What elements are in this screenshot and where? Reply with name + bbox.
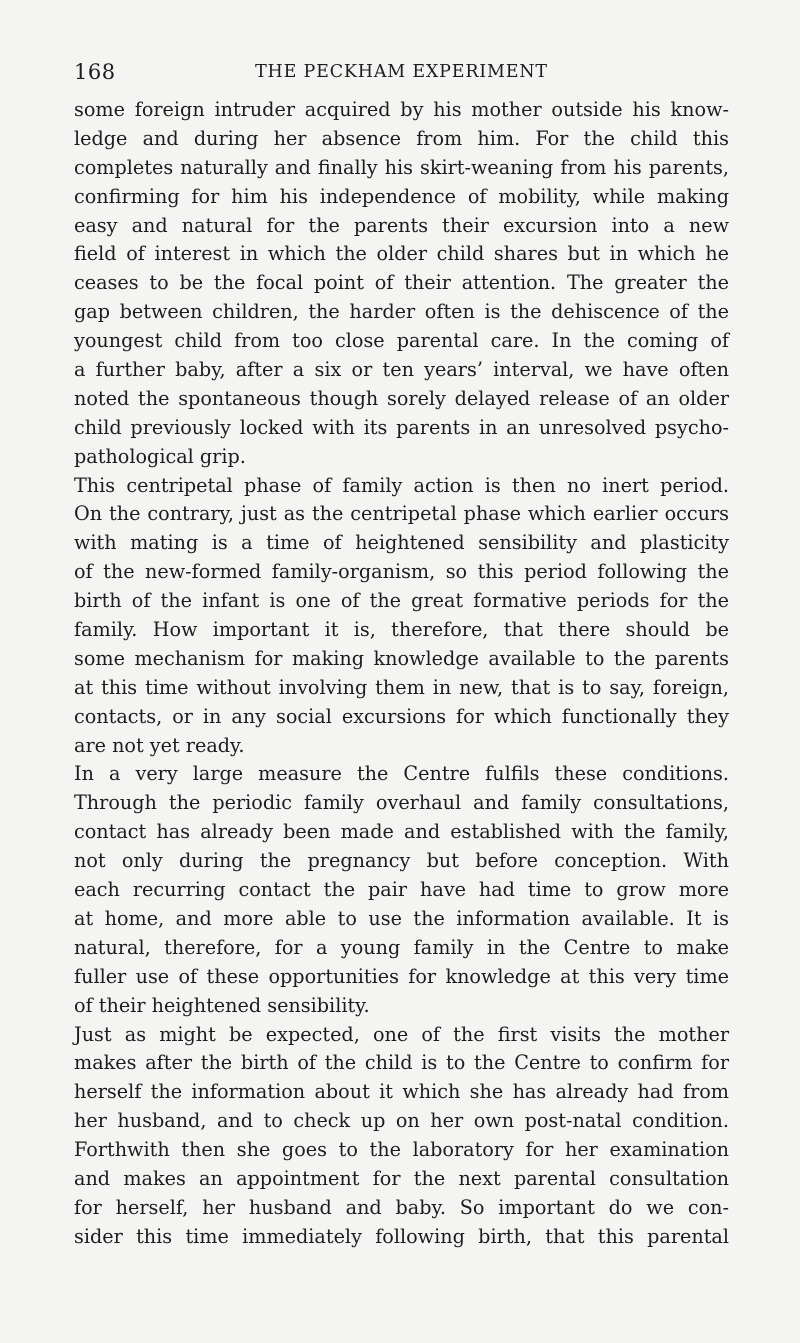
text-line: Through the periodic family overhaul and family consultations, [74,791,729,815]
text-line: some foreign intruder acquired by his mother outside his know- [74,98,729,121]
text-line: contact has already been made and established with the family, [74,820,729,844]
text-line: makes after the birth of the child is to the Centre to confirm for [74,1051,729,1075]
text-line: easy and natural for the parents their excursion into a new [74,213,729,237]
text-line: of the new-formed family-organism, so this period following the [74,560,729,584]
text-line: youngest child from too close parental care. In the coming of [74,329,729,353]
text-line: her husband, and to check up on her own post-natal condition. [74,1109,729,1133]
text-line: child previously locked with its parents in an unresolved psycho- [74,415,729,439]
text-line: at this time without involving them in new, that is to say, foreign, [74,675,729,699]
text-line: Forthwith then she goes to the laboratory for her examination [74,1138,729,1162]
text-line: herself the information about it which she has already had from [74,1080,729,1104]
text-line: birth of the infant is one of the great formative periods for the [74,589,729,613]
text-line: not only during the pregnancy but before conception. With [74,849,729,873]
text-line: field of interest in which the older child shares but in which he [74,242,729,266]
text-line: confirming for him his independence of mobility, while making [74,184,729,208]
body-text [74,96,729,1252]
text-line: for herself, her husband and baby. So important do we con- [74,1195,729,1219]
text-line: and makes an appointment for the next parental consultation [74,1166,729,1190]
text-line: pathological grip. [74,444,246,468]
text-line: Just as might be expected, one of the first visits the mother [74,1022,729,1046]
text-line: noted the spontaneous though sorely delayed release of an older [74,386,729,410]
text-line: some mechanism for making knowledge available to the parents [74,646,729,670]
text-line: On the contrary, just as the centripetal phase which earlier occurs [74,502,729,526]
text-line: are not yet ready. [74,733,245,757]
running-title: THE PECKHAM EXPERIMENT [255,62,548,82]
text-line: natural, therefore, for a young family in the Centre to make [74,935,729,959]
page-number: 168 [74,60,116,84]
text-line: gap between children, the harder often is the dehiscence of the [74,300,729,324]
text-line: ceases to be the focal point of their attention. The greater the [74,271,729,295]
running-head [74,60,729,88]
text-line: This centripetal phase of family action is then no inert period. [74,473,729,497]
text-line: at home, and more able to use the information available. It is [74,906,729,930]
text-line: ledge and during her absence from him. For the child this [74,126,729,150]
text-line: completes naturally and finally his skirt-weaning from his parents, [74,155,729,179]
text-line: with mating is a time of heightened sensibility and plasticity [74,531,729,555]
text-line: family. How important it is, therefore, that there should be [74,618,729,642]
text-line: contacts, or in any social excursions for which functionally they [74,704,729,728]
text-line: fuller use of these opportunities for knowledge at this very time [74,964,729,988]
text-line: a further baby, after a six or ten years’ interval, we have often [74,358,729,382]
text-line: each recurring contact the pair have had time to grow more [74,878,729,902]
text-line: sider this time immediately following birth, that this parental [74,1224,729,1248]
text-line: In a very large measure the Centre fulfils these conditions. [74,762,729,786]
text-line: of their heightened sensibility. [74,993,370,1017]
